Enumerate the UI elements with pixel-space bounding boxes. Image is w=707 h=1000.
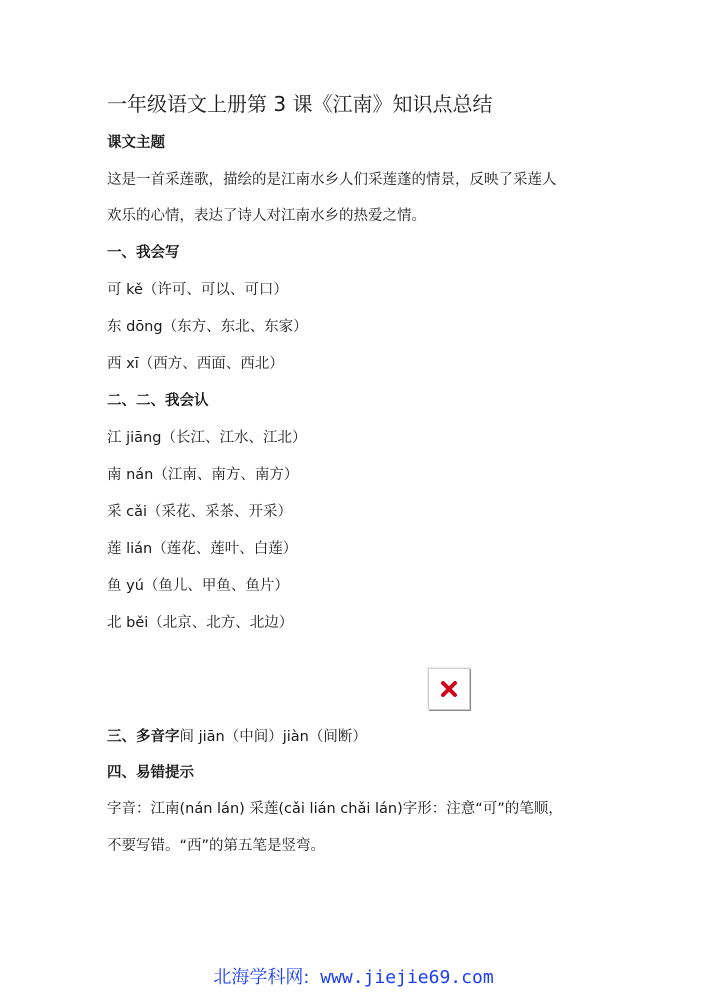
- recognize-item: 莲 lián（莲花、莲叶、白莲）: [107, 541, 298, 557]
- recognize-item: 北 běi（北京、北方、北边）: [107, 615, 294, 631]
- polyphone-text: 间 jiān（中间）jiàn（间断）: [179, 729, 367, 745]
- write-item: 西 xī（西方、西面、西北）: [107, 356, 284, 372]
- footer-url[interactable]: www.jiejie69.com: [309, 967, 494, 988]
- mistake-text-line-1: 字音：江南(nán lán) 采莲(cǎi lián chǎi lán)字形：注意“可”的笔顺，: [107, 801, 563, 817]
- mistake-heading: 四、易错提示: [107, 765, 194, 781]
- recognize-item: 南 nán（江南、南方、南方）: [107, 467, 299, 483]
- footer-site-name: 北海学科网:: [213, 967, 310, 988]
- recognize-item: 采 cǎi（采花、采茶、开采）: [107, 504, 292, 520]
- page-title: 一年级语文上册第 3 课《江南》知识点总结: [107, 92, 493, 116]
- red-x-icon: [439, 679, 459, 699]
- theme-text-line-2: 欢乐的心情，表达了诗人对江南水乡的热爱之情。: [107, 208, 426, 224]
- polyphone-line: [107, 727, 367, 747]
- recognize-item: 江 jiāng（长江、江水、江北）: [107, 430, 307, 446]
- write-heading: 一、我会写: [107, 245, 180, 261]
- mistake-text-line-2: 不要写错。“西”的第五笔是竖弯。: [107, 838, 326, 854]
- write-item: 可 kě（许可、可以、可口）: [107, 282, 288, 298]
- footer-watermark: [0, 965, 707, 991]
- broken-image-icon: [428, 668, 470, 710]
- theme-heading: 课文主题: [107, 135, 165, 151]
- recognize-heading: 二、二、我会认: [107, 393, 209, 409]
- write-item: 东 dōng（东方、东北、东家）: [107, 319, 308, 335]
- theme-text-line-1: 这是一首采莲歌，描绘的是江南水乡人们采莲蓬的情景，反映了采莲人: [107, 172, 557, 188]
- recognize-item: 鱼 yú（鱼儿、甲鱼、鱼片）: [107, 578, 289, 594]
- polyphone-heading: 三、多音字: [107, 729, 180, 745]
